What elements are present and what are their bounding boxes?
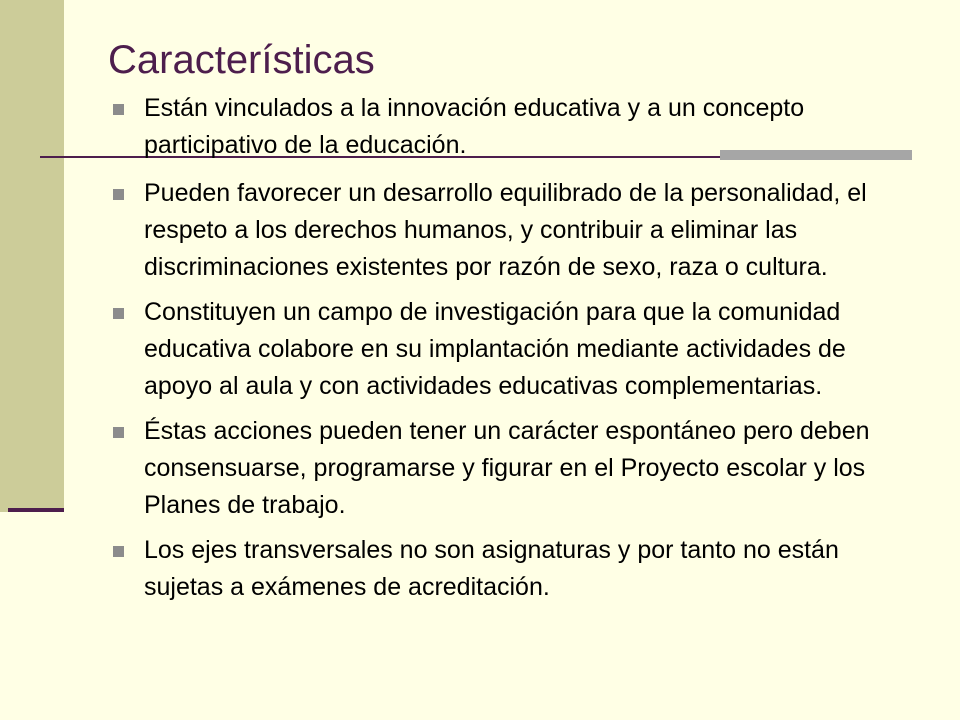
bullet-item xyxy=(144,175,920,286)
slide-title: Características xyxy=(108,38,375,82)
side-decoration-band xyxy=(0,0,64,512)
bullet-text: Éstas acciones pueden tener un carácter espontáneo pero deben consensuarse, programarse y figurar en el Proyecto escolar y los Planes de trabajo. xyxy=(144,417,870,519)
bullet-list xyxy=(144,90,920,614)
bullet-item xyxy=(144,413,920,524)
square-bullet-icon xyxy=(113,189,124,200)
bullet-text: Constituyen un campo de investigación para que la comunidad educativa colabore en su implantación mediante actividades de apoyo al aula y con actividades educativas complementarias. xyxy=(144,298,846,400)
bullet-item xyxy=(144,532,920,606)
square-bullet-icon xyxy=(113,104,124,115)
square-bullet-icon xyxy=(113,308,124,319)
side-decoration-line xyxy=(8,508,64,512)
bullet-item xyxy=(144,294,920,405)
bullet-text: Pueden favorecer un desarrollo equilibrado de la personalidad, el respeto a los derechos humanos, y contribuir a eliminar las discriminaciones existentes por razón de sexo, raza o cultura. xyxy=(144,179,867,281)
bullet-text: Los ejes transversales no son asignaturas y por tanto no están sujetas a exámenes de acreditación. xyxy=(144,536,839,601)
square-bullet-icon xyxy=(113,427,124,438)
bullet-item xyxy=(144,90,920,164)
bullet-text: Están vinculados a la innovación educativa y a un concepto participativo de la educación. xyxy=(144,94,805,159)
square-bullet-icon xyxy=(113,546,124,557)
